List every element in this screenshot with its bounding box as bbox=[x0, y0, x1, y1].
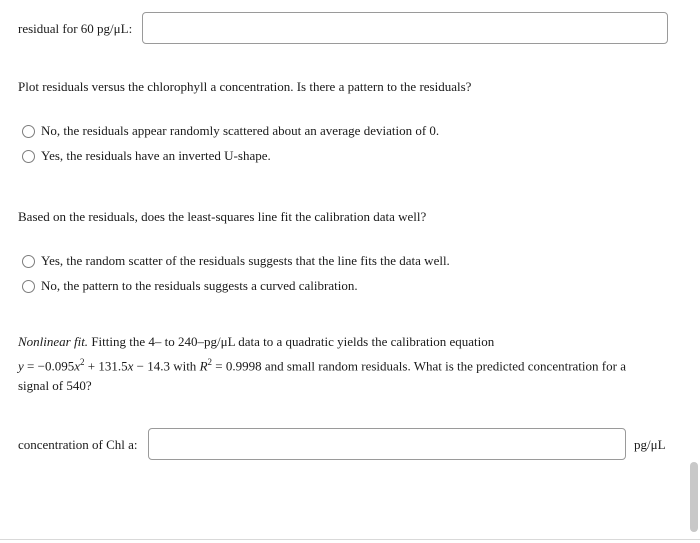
pattern-option-no[interactable] bbox=[22, 123, 439, 139]
eq-exponent: 2 bbox=[207, 357, 213, 367]
fit-option-yes[interactable] bbox=[22, 253, 450, 269]
option-label: Yes, the random scatter of the residuals suggests that the line fits the data well. bbox=[41, 253, 450, 268]
pattern-question: Plot residuals versus the chlorophyll a concentration. Is there a pattern to the residuals? bbox=[18, 79, 472, 94]
scrollbar-thumb[interactable] bbox=[690, 462, 698, 532]
pattern-option-yes[interactable] bbox=[22, 148, 271, 164]
eq-y: y bbox=[18, 358, 24, 374]
concentration-label: concentration of Chl a: bbox=[18, 437, 138, 452]
residual-input[interactable] bbox=[142, 12, 668, 44]
nonlinear-line3: signal of 540? bbox=[18, 378, 92, 394]
radio-button[interactable] bbox=[22, 125, 35, 138]
eq-part: + 131.5 bbox=[84, 358, 128, 374]
bottom-divider bbox=[0, 539, 700, 540]
radio-button[interactable] bbox=[22, 255, 35, 268]
eq-x: x bbox=[127, 358, 134, 374]
fit-option-no[interactable] bbox=[22, 278, 358, 294]
nonlinear-paragraph bbox=[18, 332, 668, 396]
option-label: No, the residuals appear randomly scattered about an average deviation of 0. bbox=[41, 123, 440, 138]
eq-part: − 14.3 with bbox=[133, 358, 200, 374]
option-label: Yes, the residuals have an inverted U-shape. bbox=[41, 148, 271, 163]
fit-question: Based on the residuals, does the least-squares line fit the calibration data well? bbox=[18, 209, 427, 224]
eq-part: = 0.9998 and small random residuals. What is the predicted concentration for a bbox=[212, 358, 626, 374]
option-label: No, the pattern to the residuals suggests a curved calibration. bbox=[41, 278, 358, 293]
eq-exponent: 2 bbox=[79, 357, 85, 367]
eq-x: x bbox=[74, 358, 80, 374]
concentration-input[interactable] bbox=[148, 428, 626, 460]
residual-label: residual for 60 pg/μL: bbox=[18, 21, 133, 36]
eq-r: R bbox=[199, 358, 208, 374]
nonlinear-line1 bbox=[18, 332, 668, 352]
eq-part: = −0.095 bbox=[23, 358, 75, 374]
nonlinear-heading: Nonlinear fit. bbox=[18, 334, 89, 349]
nonlinear-intro: Fitting the 4– to 240–pg/μL data to a quadratic yields the calibration equation bbox=[91, 334, 495, 349]
radio-button[interactable] bbox=[22, 150, 35, 163]
radio-button[interactable] bbox=[22, 280, 35, 293]
unit-label: pg/μL bbox=[634, 437, 666, 452]
nonlinear-equation bbox=[18, 352, 668, 376]
